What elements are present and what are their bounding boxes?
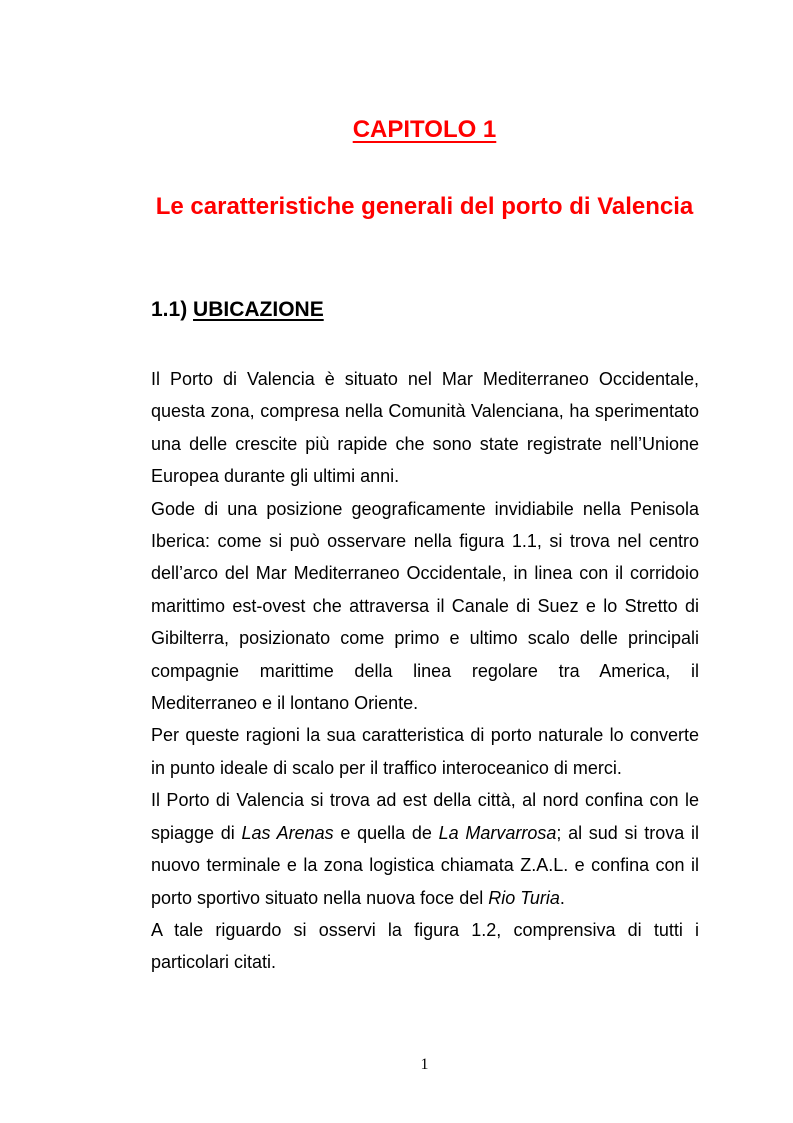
paragraph-2: Gode di una posizione geograficamente invidiabile nella Penisola Iberica: come si può osservare nella figura 1.1, si trova nel centro dell’arco del Mar Mediterraneo Occidentale, in linea con il corridoio marittimo est-ovest che attraversa il Canale di Suez e lo Stretto di Gibilterra, posizionato come primo e ultimo scalo delle principali compagnie marittime della linea regolare tra America, il Mediterraneo e il lontano Oriente. [151, 498, 699, 714]
paragraph-3: Per queste ragioni la sua caratteristica di porto naturale lo converte in punto ideale di scalo per il traffico interoceanico di merci. [151, 725, 699, 778]
place-las-arenas: Las Arenas [241, 822, 334, 843]
chapter-title: CAPITOLO 1 [352, 116, 497, 143]
body-text [151, 363, 699, 979]
paragraph-4-text-2: e quella de [333, 822, 439, 843]
paragraph-1: Il Porto di Valencia è situato nel Mar Mediterraneo Occidentale, questa zona, compresa nella Comunità Valenciana, ha sperimentato una delle crescite più rapide che sono state registrate nell’Unione Europea durante gli ultimi anni. [151, 369, 699, 487]
place-la-marvarrosa: La Marvarrosa [438, 822, 557, 843]
paragraph-5: A tale riguardo si osservi la figura 1.2, comprensiva di tutti i particolari citati. [151, 919, 699, 973]
page-number: 1 [420, 1056, 429, 1073]
section-title: UBICAZIONE [193, 298, 324, 321]
section-heading [151, 294, 324, 326]
place-rio-turia: Rio Turia [488, 887, 560, 908]
chapter-subtitle: Le caratteristiche generali del porto di Valencia [155, 193, 694, 220]
paragraph-4 [151, 784, 699, 914]
paragraph-4-text-1: Il Porto di Valencia si trova ad est della città, al nord confina con le spiagge di [151, 790, 699, 843]
section-number: 1.1) [151, 298, 188, 321]
paragraph-4-text-3: ; al sud si trova il nuovo terminale e la zona logistica chiamata Z.A.L. e confina con il porto sportivo situato nella nuova foce del [151, 822, 699, 908]
paragraph-4-text-4: . [559, 887, 565, 908]
